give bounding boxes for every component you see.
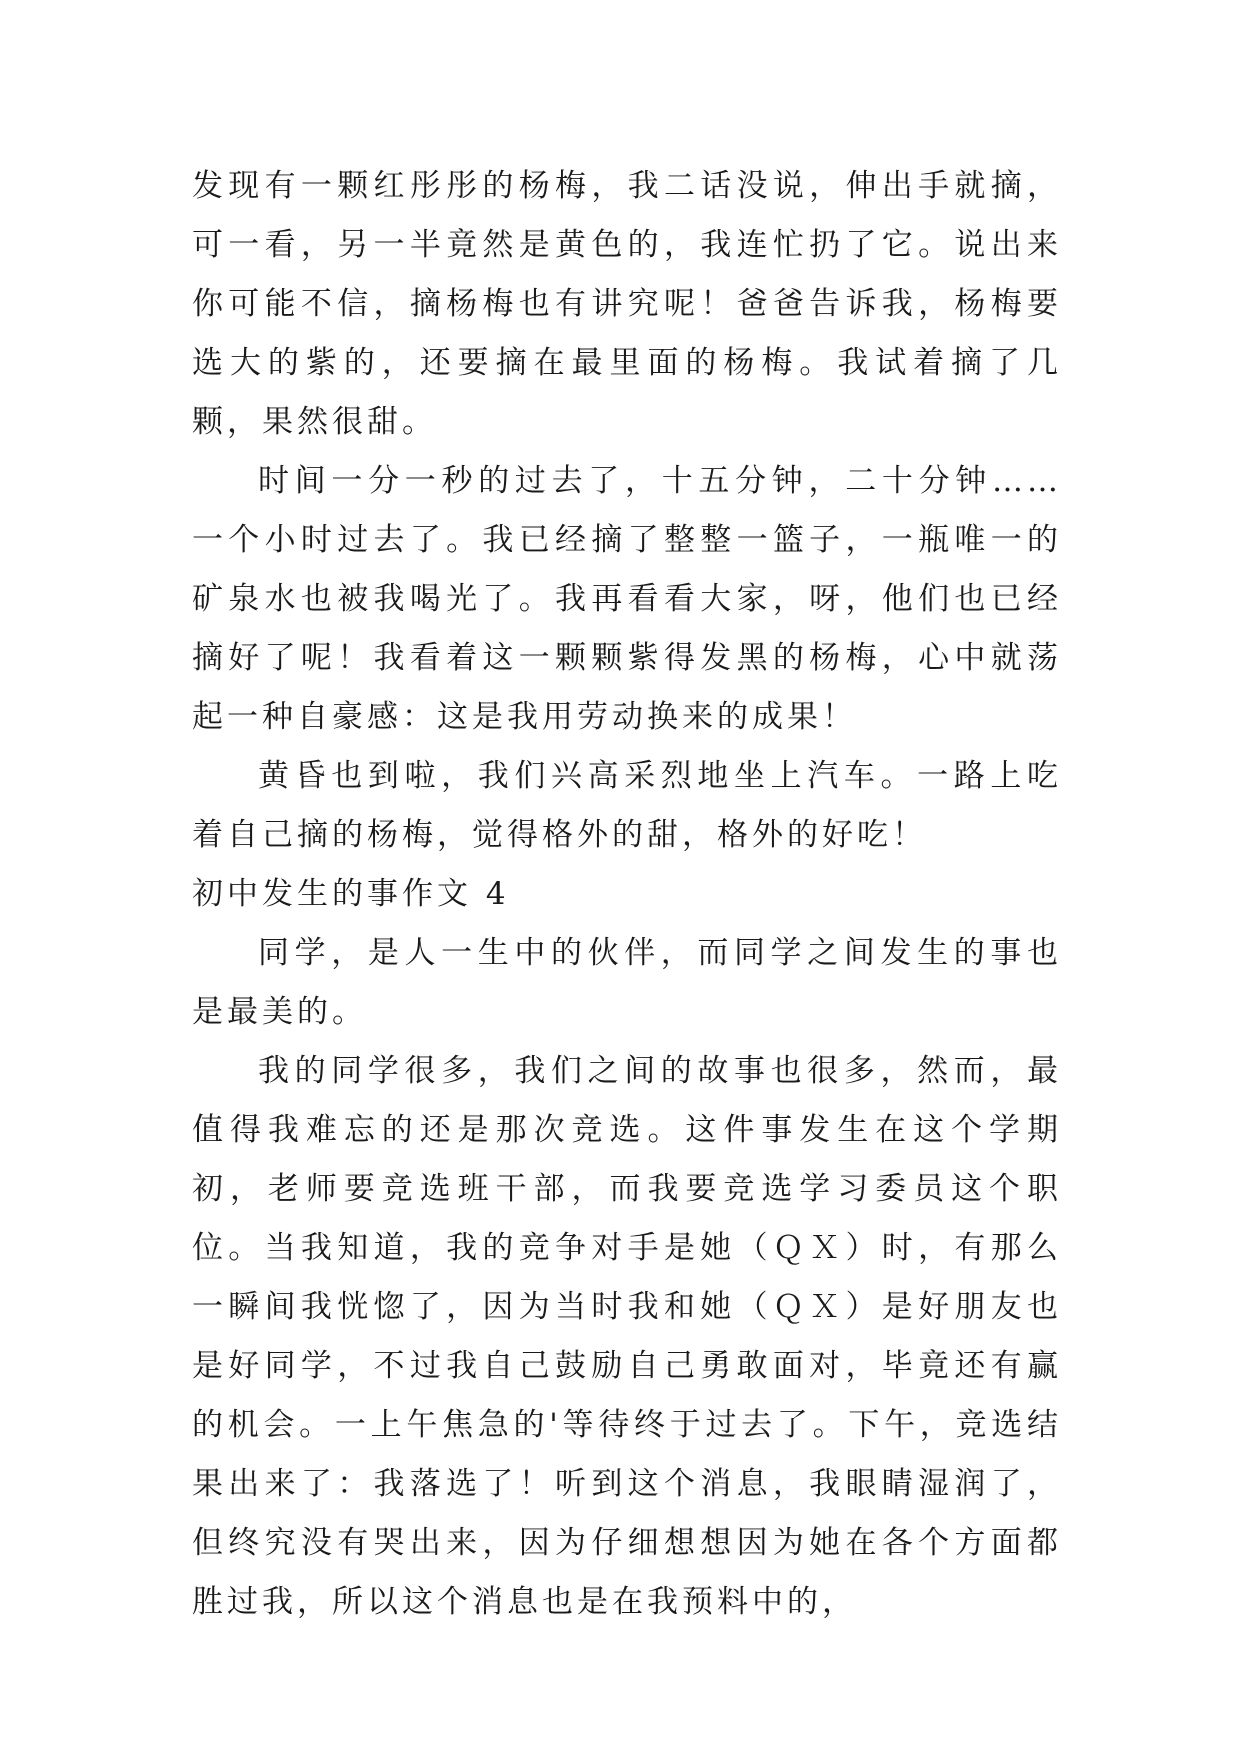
essay-4-paragraph-intro: 同学，是人一生中的伙伴，而同学之间发生的事也是最美的。 (192, 935, 1062, 1030)
continued-essay-section (192, 157, 1062, 865)
paragraph-continued: 发现有一颗红彤彤的杨梅，我二话没说，伸出手就摘，可一看，另一半竟然是黄色的，我连忙扔了它。说出来你可能不信，摘杨梅也有讲究呢！爸爸告诉我，杨梅要选大的紫的，还要摘在最里面的杨梅。我试着摘了几颗，果然很甜。 (192, 168, 1062, 440)
essay-4-title: 初中发生的事作文 4 (192, 876, 510, 912)
paragraph-time-passing: 时间一分一秒的过去了，十五分钟，二十分钟……一个小时过去了。我已经摘了整整一篮子，一瓶唯一的矿泉水也被我喝光了。我再看看大家，呀，他们也已经摘好了呢！我看着这一颗颗紫得发黑的杨梅，心中就荡起一种自豪感：这是我用劳动换来的成果！ (192, 463, 1062, 735)
essay-4-paragraph-election: 我的同学很多，我们之间的故事也很多，然而，最值得我难忘的还是那次竞选。这件事发生在这个学期初，老师要竞选班干部，而我要竞选学习委员这个职位。当我知道，我的竞争对手是她（ＱＸ）时，有那么一瞬间我恍惚了，因为当时我和她（ＱＸ）是好朋友也是好同学，不过我自己鼓励自己勇敢面对，毕竟还有赢的机会。一上午焦急的'等待终于过去了。下午，竞选结果出来了：我落选了！听到这个消息，我眼睛湿润了，但终究没有哭出来，因为仔细想想因为她在各个方面都胜过我，所以这个消息也是在我预料中的， (192, 1053, 1062, 1620)
essay-4-section (192, 865, 1062, 1632)
paragraph-dusk: 黄昏也到啦，我们兴高采烈地坐上汽车。一路上吃着自己摘的杨梅，觉得格外的甜，格外的好吃！ (192, 758, 1062, 853)
